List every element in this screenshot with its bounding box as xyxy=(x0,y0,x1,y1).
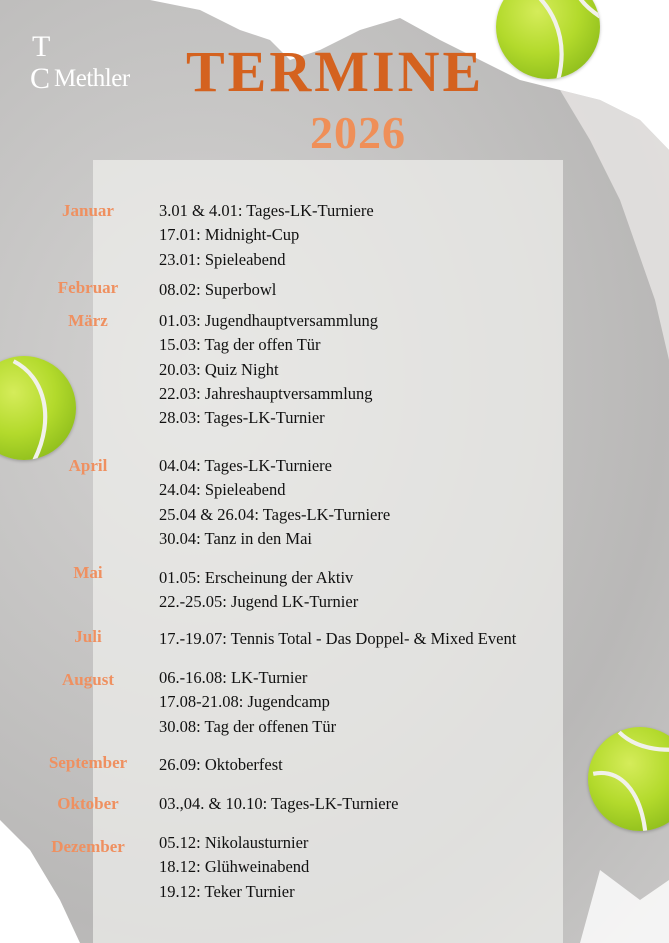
month-label: Januar xyxy=(62,201,114,220)
event-item: 18.12: Glühweinabend xyxy=(159,857,310,877)
page-title: TERMINE xyxy=(186,39,485,104)
event-list xyxy=(159,199,374,272)
event-item: 01.05: Erscheinung der Aktiv xyxy=(159,568,354,587)
event-list xyxy=(159,831,309,904)
event-item: 04.04: Tages-LK-Turniere xyxy=(159,456,332,475)
tennis-ball-icon xyxy=(0,356,76,460)
event-list xyxy=(159,792,398,816)
month-label: Mai xyxy=(73,563,103,582)
event-item: 23.01: Spieleabend xyxy=(159,249,286,269)
month-label: März xyxy=(68,311,108,330)
event-item: 06.-16.08: LK-Turnier xyxy=(159,668,308,687)
event-item: 03.,04. & 10.10: Tages-LK-Turniere xyxy=(159,794,399,813)
event-list xyxy=(159,627,516,651)
event-item: 08.02: Superbowl xyxy=(159,280,277,299)
month-label: Juli xyxy=(74,627,102,646)
event-item: 30.04: Tanz in den Mai xyxy=(159,528,312,548)
event-item: 17.01: Midnight-Cup xyxy=(159,225,300,245)
month-label: August xyxy=(62,670,114,689)
tennis-ball-icon xyxy=(496,0,600,79)
event-list xyxy=(159,278,276,302)
event-item: 22.-25.05: Jugend LK-Turnier xyxy=(159,592,359,612)
event-list xyxy=(159,309,378,430)
event-item: 15.03: Tag der offen Tür xyxy=(159,335,321,355)
month-label: Dezember xyxy=(51,837,125,856)
month-label: September xyxy=(48,753,128,772)
page-year: 2026 xyxy=(310,107,406,158)
month-label: April xyxy=(68,456,108,475)
logo-initial-c: C xyxy=(30,62,51,95)
event-list xyxy=(159,666,336,739)
event-item: 17.08-21.08: Jugendcamp xyxy=(159,692,330,712)
month-label: Februar xyxy=(57,278,119,297)
event-item: 20.03: Quiz Night xyxy=(159,359,279,379)
event-item: 01.03: Jugendhauptversammlung xyxy=(159,311,379,330)
tennis-ball-icon xyxy=(588,727,669,831)
event-item: 30.08: Tag der offenen Tür xyxy=(159,716,337,736)
event-item: 22.03: Jahreshauptversammlung xyxy=(159,383,373,403)
logo-name: Methler xyxy=(54,65,130,92)
event-item: 26.09: Oktoberfest xyxy=(159,755,283,774)
month-label: Oktober xyxy=(57,794,119,813)
event-item: 28.03: Tages-LK-Turnier xyxy=(159,408,325,428)
event-list xyxy=(159,753,283,777)
event-list xyxy=(159,566,358,615)
event-item: 24.04: Spieleabend xyxy=(159,480,286,500)
club-logo xyxy=(30,32,160,96)
event-item: 25.04 & 26.04: Tages-LK-Turniere xyxy=(159,504,391,524)
event-item: 05.12: Nikolausturnier xyxy=(159,833,309,852)
logo-initial-t: T xyxy=(32,30,51,63)
event-item: 17.-19.07: Tennis Total - Das Doppel- & Mixed Event xyxy=(159,629,517,648)
event-list xyxy=(159,454,390,551)
event-item: 19.12: Teker Turnier xyxy=(159,881,295,901)
event-item: 3.01 & 4.01: Tages-LK-Turniere xyxy=(159,201,374,220)
